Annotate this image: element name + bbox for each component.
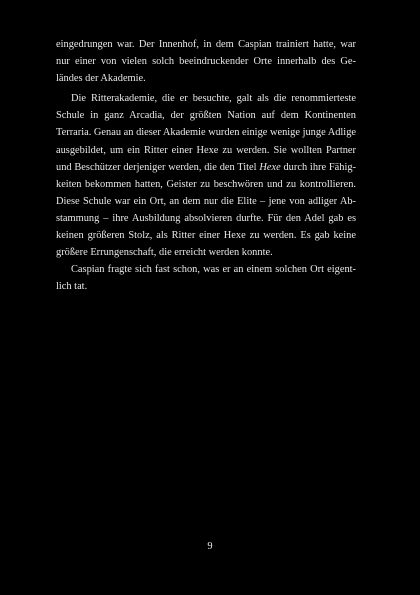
text-line: ausgebildet, um ein Ritter einer Hexe zu werden. Sie wollten Partner [56, 144, 356, 156]
text-line: Schule in ganz Arcadia, der größten Nation auf dem Kontinenten [56, 110, 356, 122]
paragraph-1 [56, 36, 356, 87]
emphasized-word: Hexe [259, 161, 281, 173]
page-number: 9 [207, 541, 213, 552]
text-line: Die Ritterakademie, die er besuchte, galt als die renommierteste [71, 93, 356, 105]
text-line: nur einer von vielen solch beeindruckender Orte innerhalb des Ge- [56, 56, 356, 68]
text-line: stammung – ihre Ausbildung absolvieren durfte. Für den Adel gab es [56, 212, 356, 224]
text-line: Diese Schule war ein Ort, an dem nur die Elite – jene von adliger Ab- [56, 195, 356, 207]
text-line: keinen größeren Stolz, als Ritter einer Hexe zu werden. Es gab keine [56, 230, 356, 242]
text-line: keiten bekommen hatten, Geister zu beschwören und zu kontrollieren. [56, 178, 356, 190]
body-text [56, 36, 356, 295]
text-line: und Beschützer derjeniger werden, die den Titel Hexe durch ihre Fähig- [56, 161, 357, 173]
paragraph-3 [56, 261, 356, 295]
text-line: ländes der Akademie. [56, 73, 146, 85]
text-line: eingedrungen war. Der Innenhof, in dem Caspian trainiert hatte, war [56, 39, 356, 50]
paragraph-2 [56, 90, 356, 261]
text-line: Caspian fragte sich fast schon, was er an einem solchen Ort eigent- [71, 264, 356, 276]
text-line: größere Errungenschaft, die erreicht werden konnte. [56, 247, 273, 259]
text-line: Terraria. Genau an dieser Akademie wurden einige wenige junge Adlige [56, 127, 356, 139]
text-line: lich tat. [56, 281, 88, 293]
